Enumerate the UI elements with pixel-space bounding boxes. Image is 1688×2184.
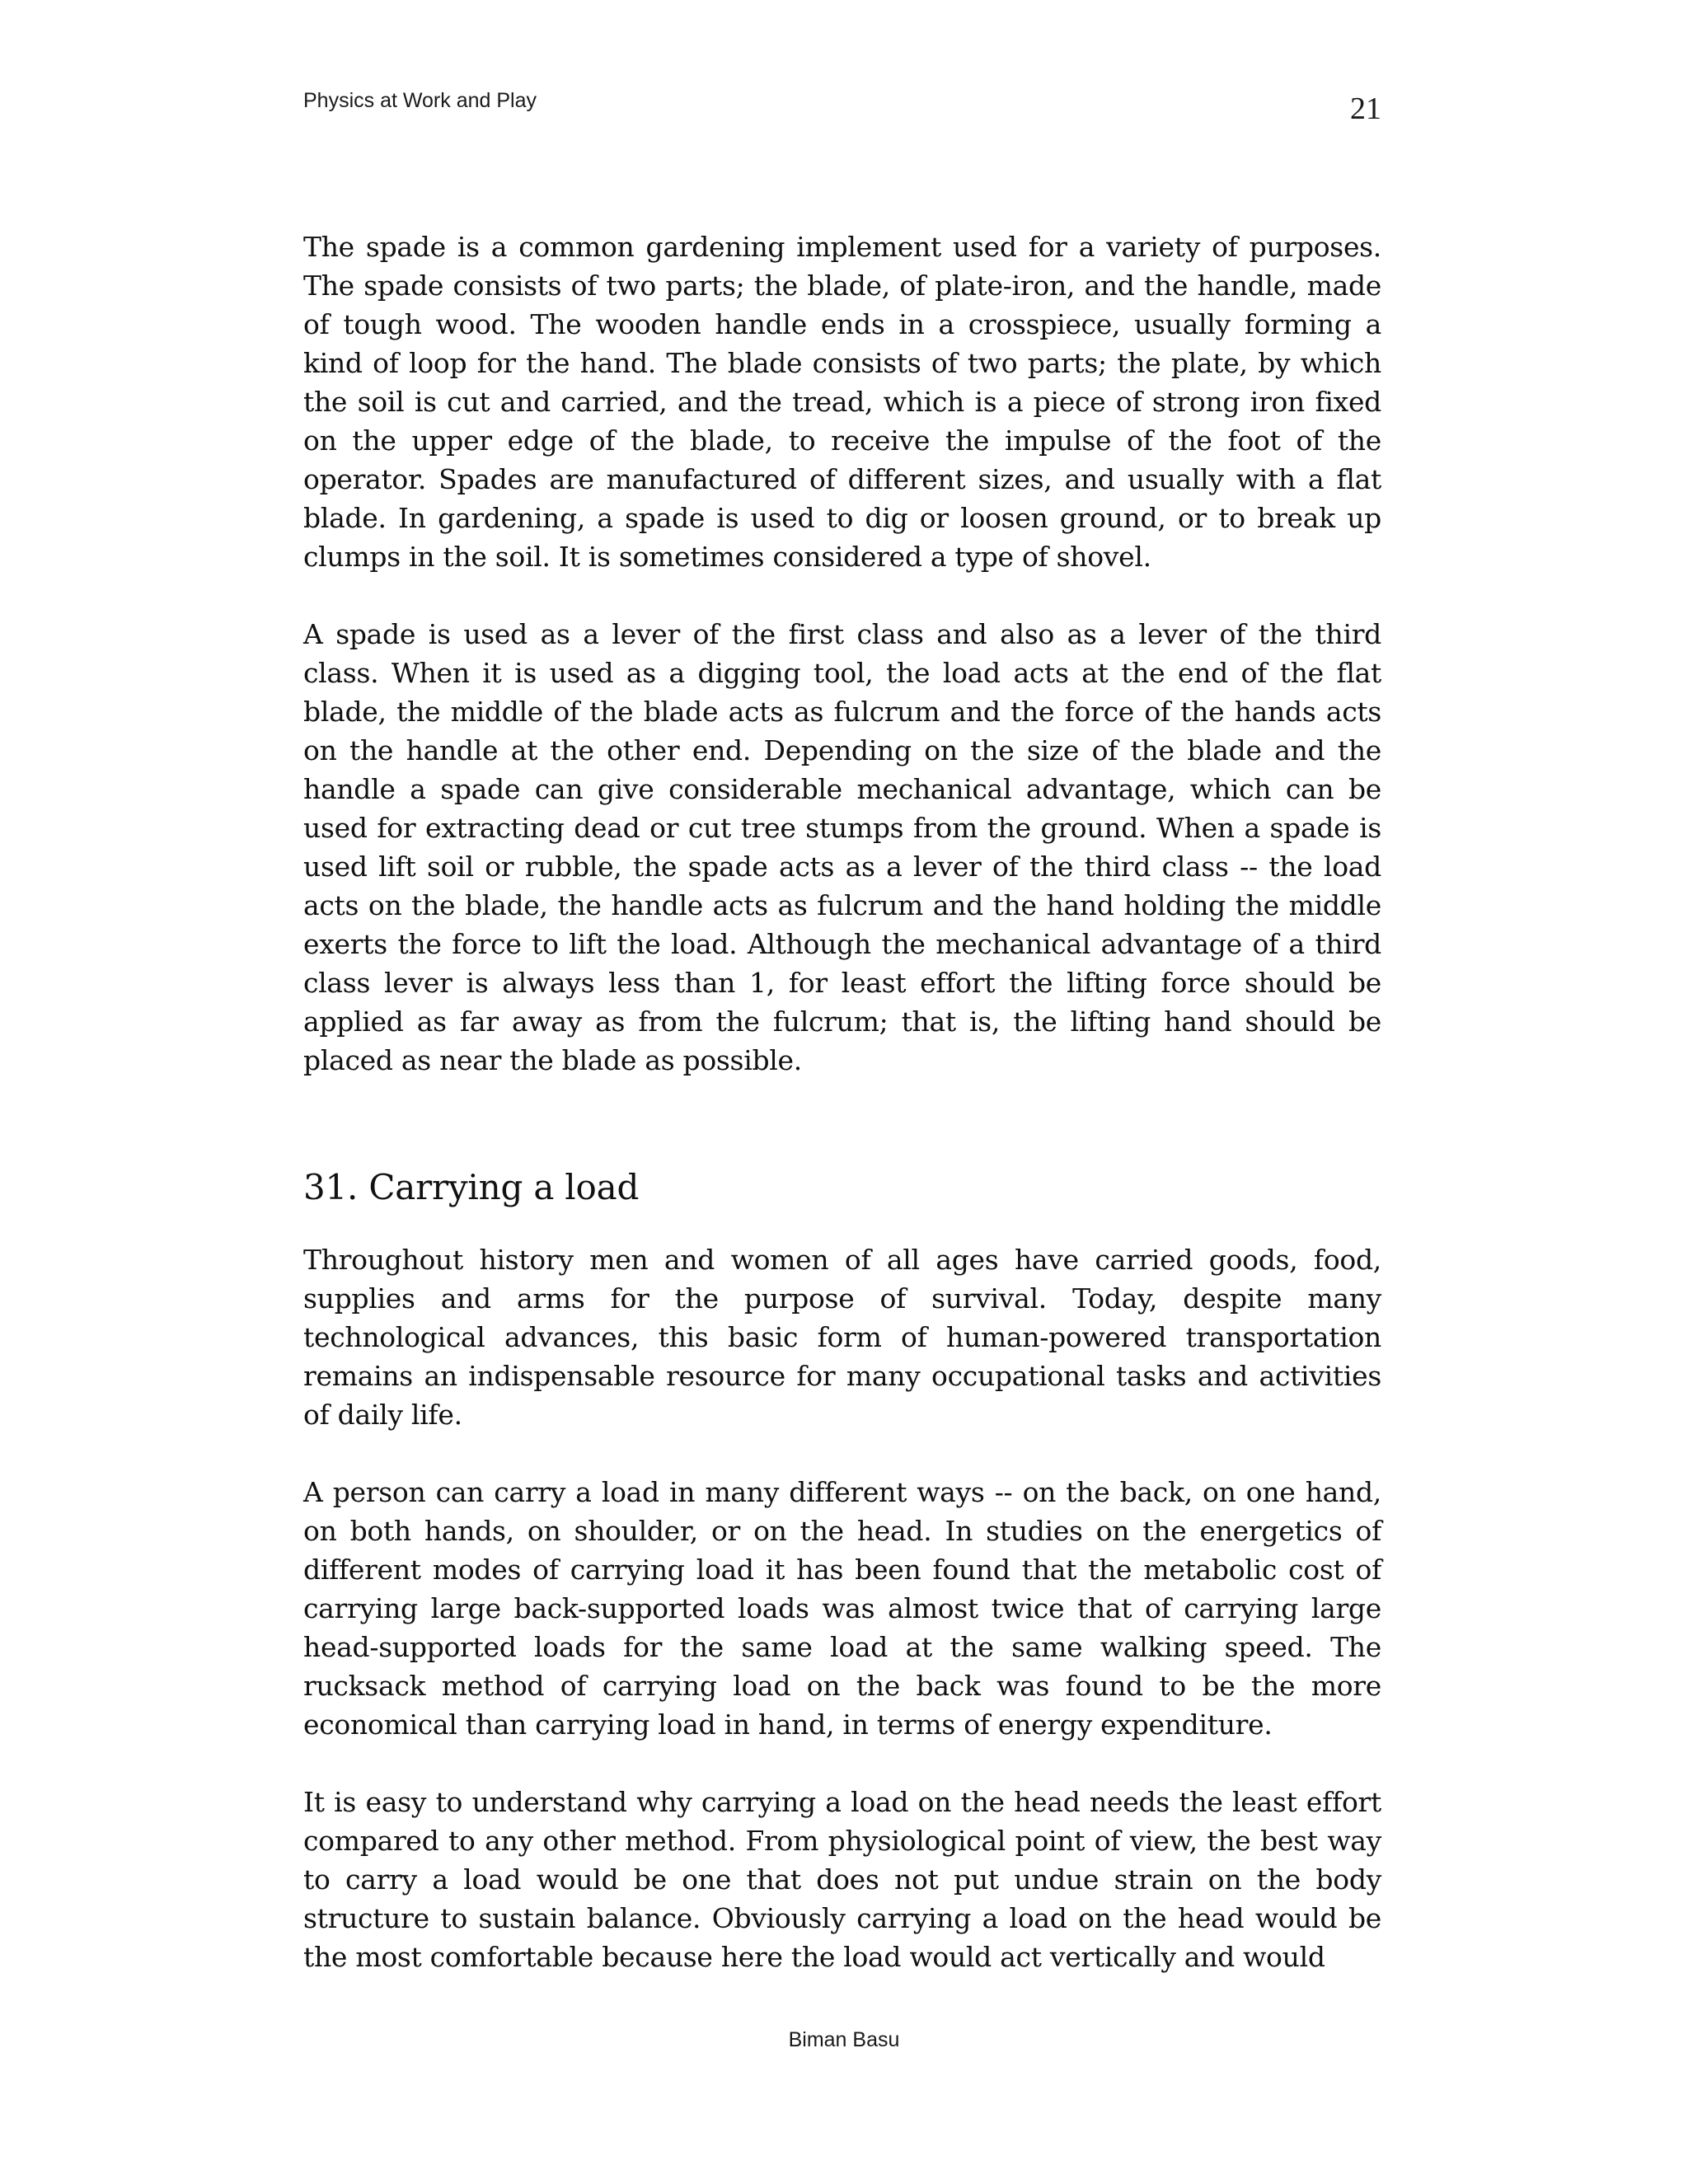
paragraph-spade-lever: A spade is used as a lever of the first class and also as a lever of the third class. When it is used as a digging tool, the load acts at the end of the flat blade, the middle of the blade acts as fulcrum and the force of the hands acts on the handle at the other end. Depending on the size of the blade and the handle a spade can give considerable mechanical advantage, which can be used for extracting dead or cut tree stumps from the ground. When a spade is used lift soil or rubble, the spade acts as a lever of the third class -- the load acts on the blade, the handle acts as fulcrum and the hand holding the middle exerts the force to lift the load. Although the mechanical advantage of a third class lever is always less than 1, for least effort the lifting force should be applied as far away as from the fulcrum; that is, the lifting hand should be placed as near the blade as possible.	[303, 618, 1381, 1076]
running-header: Physics at Work and Play	[303, 89, 537, 112]
paragraph-carrying-history: Throughout history men and women of all ages have carried goods, food, supplies and arms for the purpose of survival. Today, despite many technological advances, this basic form of human-powered transportation remains an indispensable resource for many occupational tasks and activities of daily life.	[303, 1244, 1381, 1431]
page-number: 21	[1350, 91, 1381, 126]
section-heading: 31. Carrying a load	[303, 1167, 640, 1207]
running-footer: Biman Basu	[788, 2028, 900, 2051]
paragraph-carrying-ways: A person can carry a load in many different ways -- on the back, on one hand, on both hands, on shoulder, or on the head. In studies on the energetics of different modes of carrying load it has been found that the metabolic cost of carrying large back-supported loads was almost twice that of carrying large head-supported loads for the same load at the same walking speed. The rucksack method of carrying load on the back was found to be the more economical than carrying load in hand, in terms of energy expenditure.	[303, 1476, 1381, 1741]
page-content	[303, 227, 1381, 2015]
paragraph-spade-description: The spade is a common gardening implement used for a variety of purposes. The spade consists of two parts; the blade, of plate-iron, and the handle, made of tough wood. The wooden handle ends in a crosspiece, usually forming a kind of loop for the hand. The blade consists of two parts; the plate, by which the soil is cut and carried, and the tread, which is a piece of strong iron fixed on the upper edge of the blade, to receive the impulse of the foot of the operator. Spades are manufactured of different sizes, and usually with a flat blade. In gardening, a spade is used to dig or loosen ground, or to break up clumps in the soil. It is sometimes considered a type of shovel.	[303, 231, 1381, 573]
paragraph-carrying-head: It is easy to understand why carrying a load on the head needs the least effort compared to any other method. From physiological point of view, the best way to carry a load would be one that does not put undue strain on the body structure to sustain balance. Obviously carrying a load on the head would be the most comfortable because here the load would act vertically and would	[303, 1786, 1381, 1973]
